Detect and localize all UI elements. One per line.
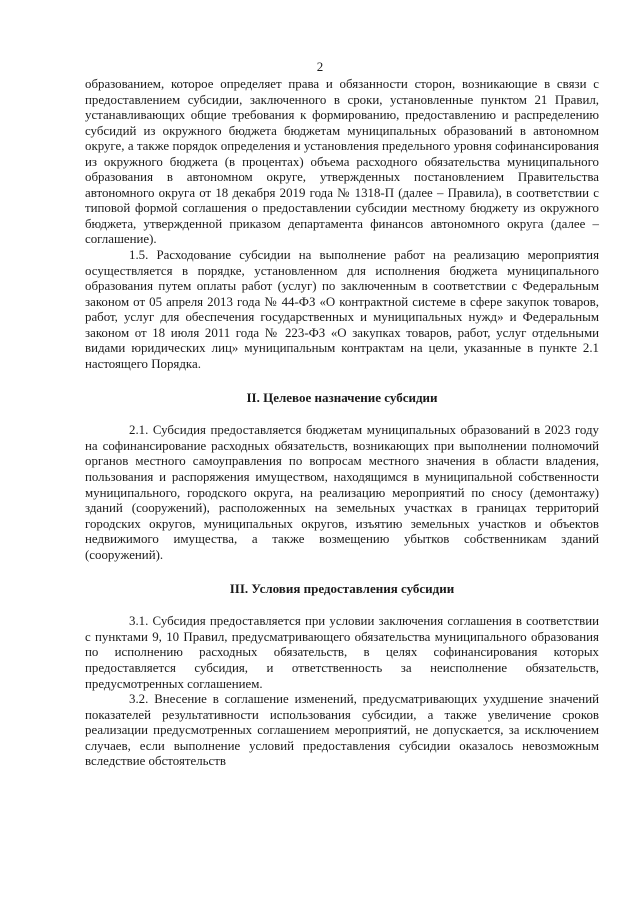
paragraph-1-5: 1.5. Расходование субсидии на выполнение работ на реализацию мероприятия осуществляется в порядке, установленном для исполнения бюджета муниципального образования путем оплаты работ (услуг) по заключенным в соответствии с Федеральным законом от 05 апреля 2013 года № 44-ФЗ «О контрактной системе в сфере закупок товаров, работ, услуг для обеспечения государственных и муниципальных нужд» и Федеральным законом от 18 июля 2011 года № 223-ФЗ «О закупках товаров, работ, услуг отдельными видами юридических лиц» муниципальным контрактам на цели, указанные в пункте 2.1 настоящего Порядка. xyxy=(85,248,599,371)
paragraph-2-1: 2.1. Субсидия предоставляется бюджетам муниципальных образований в 2023 году на софинансирование расходных обязательств, возникающих при выполнении полномочий органов местного самоуправления по вопросам местного значения в области владения, пользования и распоряжения имуществом, находящимся в муниципальной собственности муниципального, городского округа, на реализацию мероприятий по сносу (демонтажу) зданий (сооружений), расположенных на земельных участках в границах территорий городских округов, муниципальных округов, изъятию земельных участков и объектов недвижимого имущества, а также возмещению убытков собственникам зданий (сооружений). xyxy=(85,423,599,562)
paragraph-3-2: 3.2. Внесение в соглашение изменений, предусматривающих ухудшение значений показателей результативности использования субсидии, а также увеличение сроков реализации предусмотренных соглашением мероприятий, не допускается, за исключением случаев, если выполнение условий предоставления субсидии оказалось невозможным вследствие обстоятельств xyxy=(85,692,599,769)
paragraph-3-1: 3.1. Субсидия предоставляется при условии заключения соглашения в соответствии с пунктами 9, 10 Правил, предусматривающего обязательства муниципального образования по исполнению расходных обязательств, в целях софинансирования которых предоставляется субсидия, и ответственность за неисполнение обязательств, предусмотренных соглашением. xyxy=(85,614,599,691)
document-body xyxy=(85,77,599,770)
section-heading-3: III. Условия предоставления субсидии xyxy=(229,581,455,597)
section-heading-2: II. Целевое назначение субсидии xyxy=(246,390,438,406)
paragraph-1-4-continued: образованием, которое определяет права и обязанности сторон, возникающие в связи с предоставлением субсидии, заключенного в сроки, установленные пунктом 21 Правил, устанавливающих общие требования к формированию, предоставлению и распределению субсидий из окружного бюджета бюджетам муниципальных образований в автономном округе, а также порядок определения и установления предельного уровня софинансирования из окружного бюджета (в процентах) объема расходного обязательства муниципального образования в автономном округе, утвержденных постановлением Правительства автономного округа от 18 декабря 2019 года № 1318-П (далее – Правила), в соответствии с типовой формой соглашения о предоставлении субсидии местному бюджету из окружного бюджета, утвержденной приказом департамента финансов автономного округа (далее – соглашение). xyxy=(85,77,599,247)
page-number: 2 xyxy=(316,59,324,74)
